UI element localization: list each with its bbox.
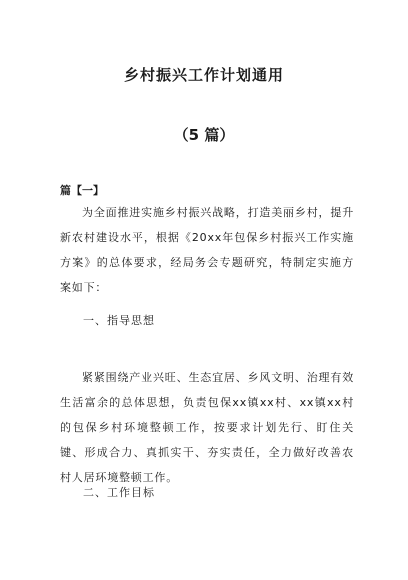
document-title: 乡村振兴工作计划通用 — [123, 66, 284, 84]
section-heading-work-goals: 二、工作目标 — [83, 486, 155, 499]
intro-paragraph: 为全面推进实施乡村振兴战略，打造美丽乡村，提升新农村建设水平，根据《20xx年包保乡村振兴工作实施方案》的总体要求，经局务会专题研究，特制定实施方案如下： — [60, 206, 354, 294]
guiding-ideology-paragraph: 紧紧围绕产业兴旺、生态宜居、乡风文明、治理有效生活富余的总体思想，负责包保xx镇xx村、xx镇xx村的包保乡村环境整顿工作，按要求计划先行、盯住关键、形成合力、真抓实干、夯实责任，全力做好改善农村人居环境整顿工作。 — [60, 371, 354, 484]
section-heading-guiding-ideology: 一、指导思想 — [83, 314, 155, 327]
section-label: 篇【一】 — [60, 184, 104, 197]
document-subtitle: （5 篇） — [173, 126, 235, 144]
